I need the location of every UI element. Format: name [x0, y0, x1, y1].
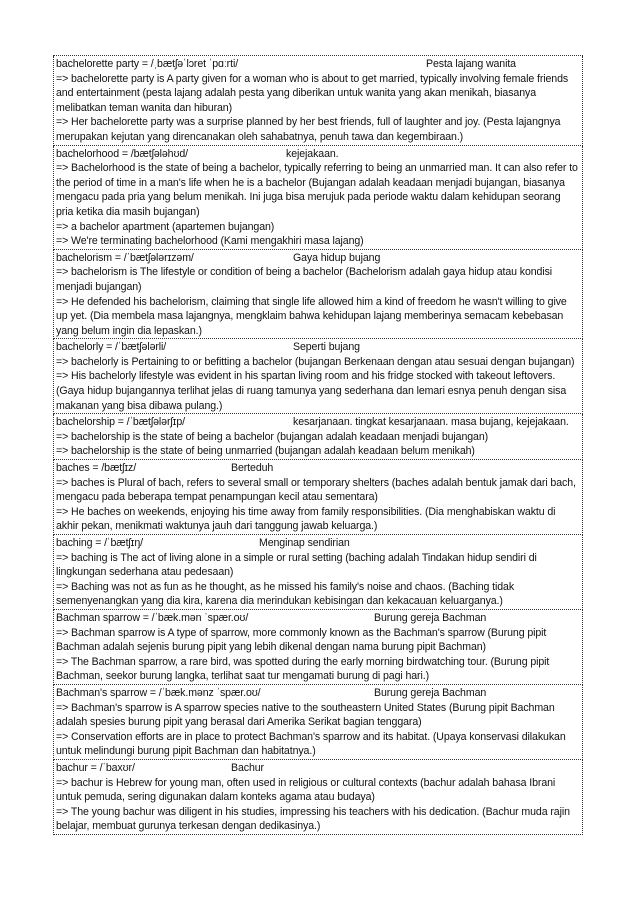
entry-line: => The Bachman sparrow, a rare bird, was spotted during the early morning birdwatching tour. (Burung pipit Bachman, seekor burung langka, terlihat saat tur mengamati burung di pagi hari.)	[56, 655, 550, 683]
translation: Burung gereja Bachman	[374, 686, 487, 699]
dictionary-entry	[53, 146, 583, 250]
entry-line: => The young bachur was diligent in his studies, impressing his teachers with his dedication. (Bachur muda rajin belajar, membuat gurunya terkesan dengan dedikasinya.)	[56, 805, 570, 833]
entry-header	[56, 761, 580, 776]
headword: bachelorism = /ˈbætʃələrɪzəm/	[56, 251, 194, 264]
entry-line: => His bachelorly lifestyle was evident in his spartan living room and his fridge stocked with takeout leftovers. (Gaya hidup bujangannya terlihat jelas di ruang tamunya yang sederhana dan lemari esnya penuh dengan sisa makanan yang bisa dibawa pulang.)	[56, 370, 567, 412]
translation: Bachur	[231, 761, 264, 774]
entry-line: => bachelorette party is A party given for a woman who is about to get married, typically involving female friends and entertainment (pesta lajang adalah pesta yang diberikan untuk wanita yang akan menikah, biasanya melibatkan teman wanita dan hiburan)	[56, 72, 569, 114]
entry-line: => bachelorly is Pertaining to or befitting a bachelor (bujangan Berkenaan dengan atau sesuai dengan bujangan)	[56, 355, 575, 368]
headword: baches = /bætʃɪz/	[56, 462, 137, 475]
headword: baching = /ˈbætʃɪŋ/	[56, 537, 143, 549]
entry-line: => bachelorship is the state of being unmarried (bujangan adalah keadaan belum menikah)	[56, 445, 475, 458]
entry-line: => Conservation efforts are in place to protect Bachman's sparrow and its habitat. (Upaya konservasi dilakukan untuk melindungi burung pipit Bachman dan habitatnya.)	[56, 730, 566, 758]
entry-line: => We're terminating bachelorhood (Kami mengakhiri masa lajang)	[56, 235, 364, 248]
entry-line: => Bachman's sparrow is A sparrow species native to the southeastern United States (Burung pipit Bachman adalah spesies burung pipit yang berasal dari Amerika Serikat bagian tenggara)	[56, 701, 555, 729]
entry-line: => a bachelor apartment (apartemen bujangan)	[56, 220, 275, 233]
headword: Bachman's sparrow = /ˈbæk.mənz ˈspær.oʊ/	[56, 686, 261, 699]
entry-line: => baching is The act of living alone in a simple or rural setting (baching adalah Tindakan hidup sendiri di lingkungan sederhana atau pedesaan)	[56, 551, 537, 579]
dictionary-entry	[53, 414, 583, 460]
translation: Menginap sendirian	[259, 537, 350, 549]
dictionary-document	[53, 55, 583, 835]
headword: bachur = /ˈbaxʊr/	[56, 761, 135, 774]
translation: Pesta lajang wanita	[426, 58, 516, 70]
entry-header	[56, 611, 580, 626]
entry-header	[56, 686, 580, 701]
entry-line: => bachelorship is the state of being a bachelor (bujangan adalah keadaan menjadi bujangan)	[56, 430, 489, 443]
entry-header	[56, 340, 580, 355]
dictionary-entry	[53, 460, 583, 535]
dictionary-entry	[53, 685, 583, 760]
entry-header	[56, 415, 580, 430]
headword: bachelorhood = /bætʃələhʊd/	[56, 147, 189, 160]
dictionary-entry	[53, 535, 583, 610]
entry-header	[56, 536, 580, 551]
entry-header	[56, 147, 580, 162]
entry-line: => Baching was not as fun as he thought, as he missed his family's noise and chaos. (Baching tidak semenyenangkan yang dia kira, karena dia merindukan kebisingan dan kekacauan keluarganya.)	[56, 580, 515, 608]
entry-line: => bachur is Hebrew for young man, often used in religious or cultural contexts (bachur adalah bahasa Ibrani untuk pemuda, sering digunakan dalam konteks agama atau budaya)	[56, 776, 556, 804]
translation: Berteduh	[231, 462, 274, 475]
headword: bachelorly = /ˈbætʃələrli/	[56, 341, 167, 354]
entry-line: => He baches on weekends, enjoying his time away from family responsibilities. (Dia menghabiskan waktu di akhir pekan, menikmati waktunya jauh dari tanggung jawab keluarga.)	[56, 505, 556, 533]
headword: Bachman sparrow = /ˈbæk.mən ˈspær.oʊ/	[56, 611, 249, 624]
dictionary-entry	[53, 610, 583, 685]
dictionary-entry	[53, 250, 583, 340]
translation: Burung gereja Bachman	[374, 611, 487, 624]
entry-line: => baches is Plural of bach, refers to several small or temporary shelters (baches adalah bentuk jamak dari bach, mengacu pada beberapa tempat penampungan kecil atau sementara)	[56, 476, 576, 504]
entry-line: => Bachelorhood is the state of being a bachelor, typically referring to being an unmarried man. It can also refer to the period of time in a man's life when he is a bachelor (Bujangan adalah keadaan menjadi bujangan, biasanya mengacu pada pria yang belum menikah. Ini juga bisa merujuk pada periode waktu dalam kehidupan seorang pria ketika dia masih bujangan)	[56, 162, 578, 218]
entry-line: => Bachman sparrow is A type of sparrow, more commonly known as the Bachman's sparrow (Burung pipit Bachman adalah sejenis burung pipit yang lebih dikenal dengan nama burung pipit Bachman)	[56, 626, 547, 654]
entry-line: => bachelorism is The lifestyle or condition of being a bachelor (Bachelorism adalah gaya hidup atau kondisi menjadi bujangan)	[56, 266, 553, 293]
headword: bachelorship = /ˈbætʃələrʃɪp/	[56, 416, 185, 429]
entry-line: => Her bachelorette party was a surprise planned by her best friends, full of laughter and joy. (Pesta lajangnya merupakan kejutan yang direncanakan oleh sahabatnya, penuh tawa dan kegembiraan.)	[56, 116, 561, 143]
headword: bachelorette party = /ˌbætʃəˈlɔret ˈpɑːrti/	[56, 58, 239, 70]
translation: kesarjanaan. tingkat kesarjanaan. masa bujang, kejejakaan.	[293, 416, 569, 429]
translation: Seperti bujang	[293, 341, 360, 354]
entry-header	[56, 251, 580, 266]
entry-header	[56, 57, 580, 72]
dictionary-entry	[53, 56, 583, 146]
entry-header	[56, 461, 580, 476]
dictionary-entry	[53, 339, 583, 414]
translation: kejejakaan.	[286, 147, 339, 160]
translation: Gaya hidup bujang	[293, 251, 381, 264]
entry-line: => He defended his bachelorism, claiming that single life allowed him a kind of freedom he wasn't willing to give up yet. (Dia membela masa lajangnya, mengklaim bahwa kehidupan lajang memberinya semacam kebebasan yang belum ingin dia lepaskan.)	[56, 295, 567, 337]
dictionary-entry	[53, 760, 583, 835]
